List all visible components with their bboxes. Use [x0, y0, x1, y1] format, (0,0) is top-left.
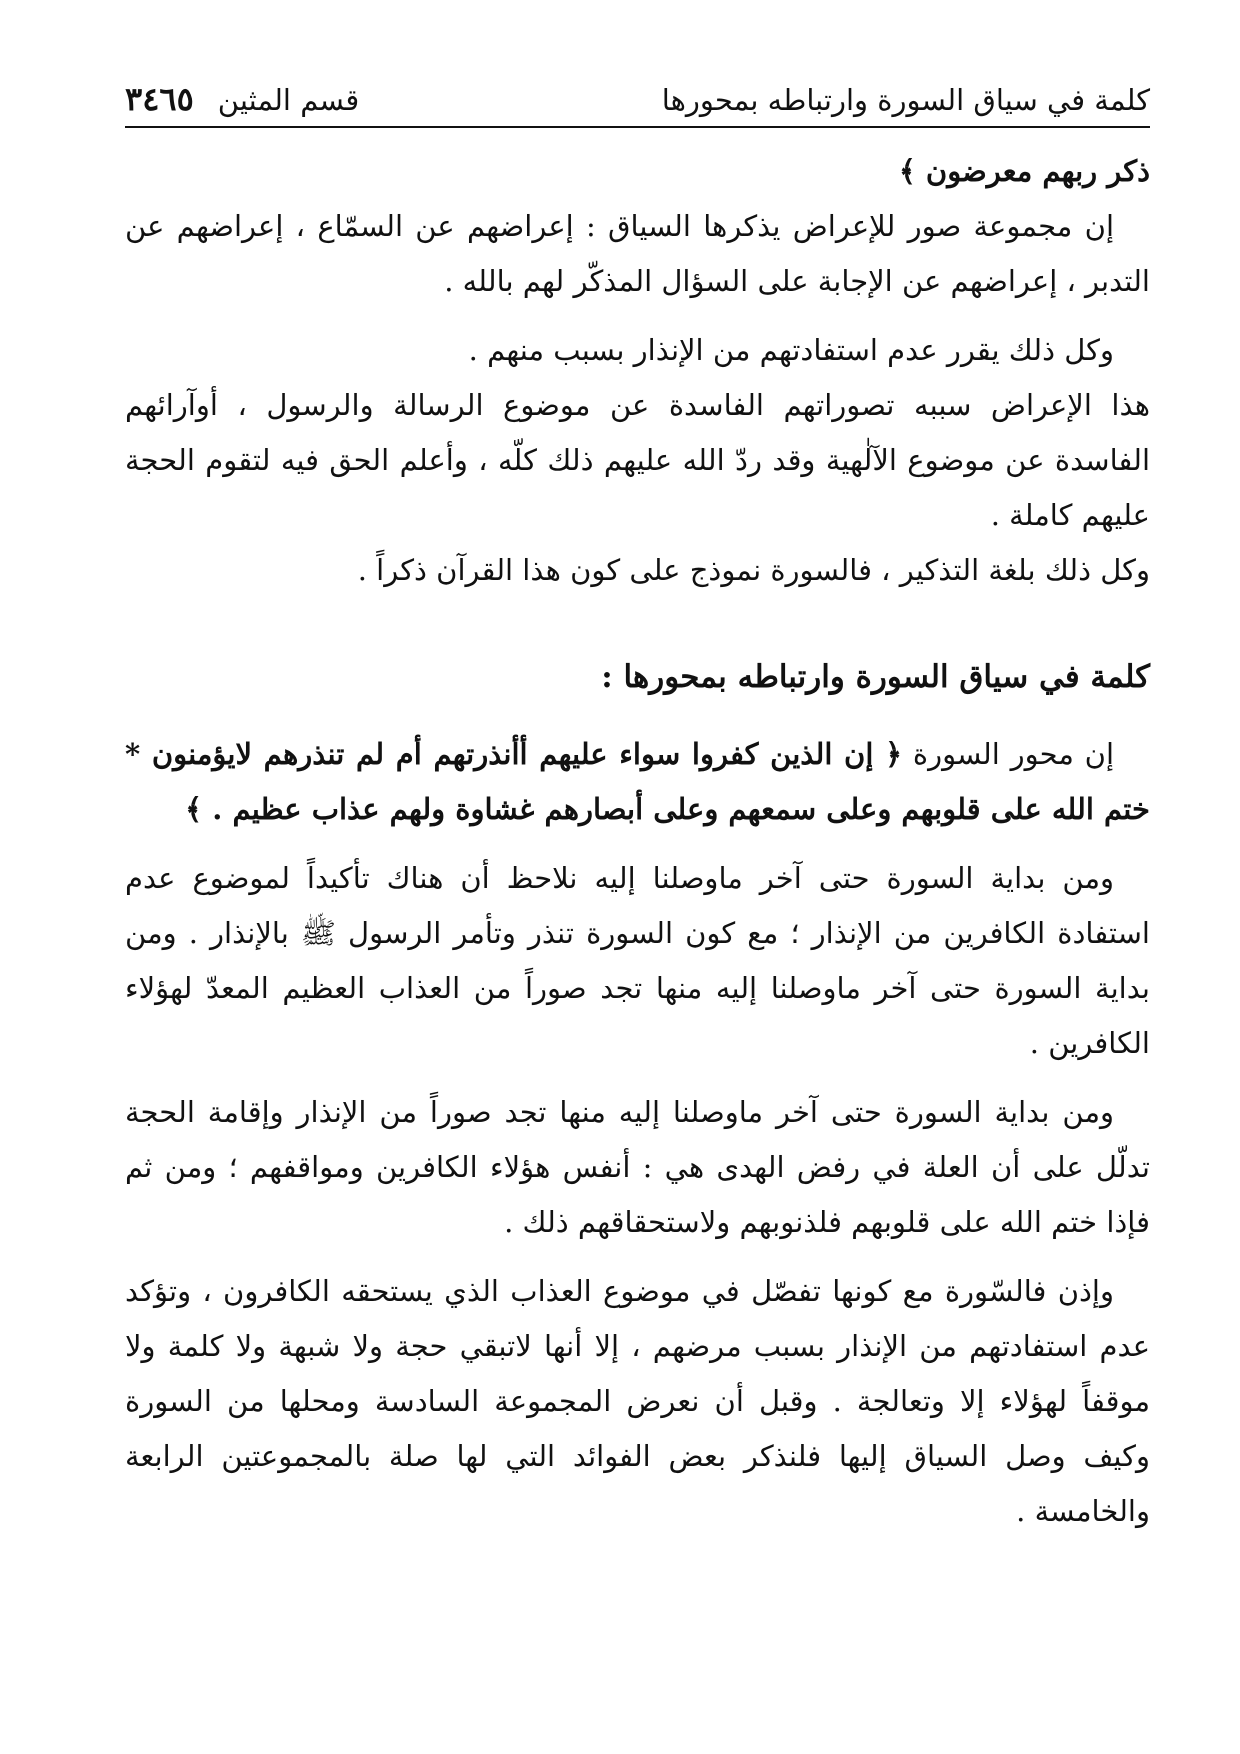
quote-continuation: ذكر ربهم معرضون ﴾	[898, 154, 1150, 188]
paragraph-proof-establishment: ومن بداية السورة حتى آخر ماوصلنا إليه منها تجد صوراً من الإنذار وإقامة الحجة تدلّل على أن العلة في رفض الهدى هي : أنفس هؤلاء الكافرين ومواقفهم ؛ ومن ثم فإذا ختم الله على قلوبهم فلذنوبهم ولاستحقاقهم ذلك .	[125, 1095, 1150, 1239]
quranic-verse: ﴿ إن الذين كفروا سواء عليهم أأنذرتهم أم لم تنذرهم لايؤمنون * ختم الله على قلوبهم وعلى سمعهم وعلى أبصارهم غشاوة ولهم عذاب عظيم . ﴾	[125, 737, 1150, 826]
section-label: قسم المثين	[217, 83, 360, 117]
paragraph-conclusion: وإذن فالسّورة مع كونها تفصّل في موضوع العذاب الذي يستحقه الكافرون ، وتؤكد عدم استفادتهم من الإنذار بسبب مرضهم ، إلا أنها لاتبقي حجة ولا شبهة ولا كلمة ولا موقفاً لهؤلاء إلا وتعالجة . وقبل أن نعرض المجموعة السادسة ومحلها من السورة وكيف وصل السياق إليها فلنذكر بعض الفوائد التي لها صلة بالمجموعتين الرابعة والخامسة .	[125, 1274, 1150, 1528]
running-header	[125, 80, 1150, 120]
paragraph-reminder-language: وكل ذلك بلغة التذكير ، فالسورة نموذج على كون هذا القرآن ذكراً .	[357, 553, 1150, 587]
paragraph-warning-emphasis: ومن بداية السورة حتى آخر ماوصلنا إليه نلاحظ أن هناك تأكيداً لموضوع عدم استفادة الكافرين من الإنذار ؛ مع كون السورة تنذر وتأمر الرسول ﷺ بالإنذار . ومن بداية السورة حتى آخر ماوصلنا إليه منها تجد صوراً من العذاب العظيم المعدّ لهؤلاء الكافرين .	[125, 861, 1150, 1060]
paragraph-aversion-forms: إن مجموعة صور للإعراض يذكرها السياق : إعراضهم عن السمّاع ، إعراضهم عن التدبر ، إعراضهم عن الإجابة على السؤال المذكّر لهم بالله .	[125, 209, 1150, 298]
paragraph-false-notions: هذا الإعراض سببه تصوراتهم الفاسدة عن موضوع الرسالة والرسول ، أوآرائهم الفاسدة عن موضوع الآلٰهية وقد ردّ الله عليهم ذلك كلّه ، وأعلم الحق فيه لتقوم الحجة عليهم كاملة .	[125, 388, 1150, 532]
chapter-title: كلمة في سياق السورة وارتباطه بمحورها	[661, 83, 1150, 117]
header-rule	[125, 126, 1150, 128]
document-page	[125, 80, 1150, 1539]
axis-intro: إن محور السورة	[912, 737, 1114, 771]
page-body	[125, 144, 1150, 1539]
paragraph-surah-axis	[125, 727, 1150, 837]
section-heading: كلمة في سياق السورة وارتباطه بمحورها :	[601, 659, 1150, 695]
header-section-and-page	[125, 80, 359, 118]
paragraph-no-benefit: وكل ذلك يقرر عدم استفادتهم من الإنذار بسبب منهم .	[468, 333, 1114, 367]
page-number: ٣٤٦٥	[125, 80, 194, 118]
